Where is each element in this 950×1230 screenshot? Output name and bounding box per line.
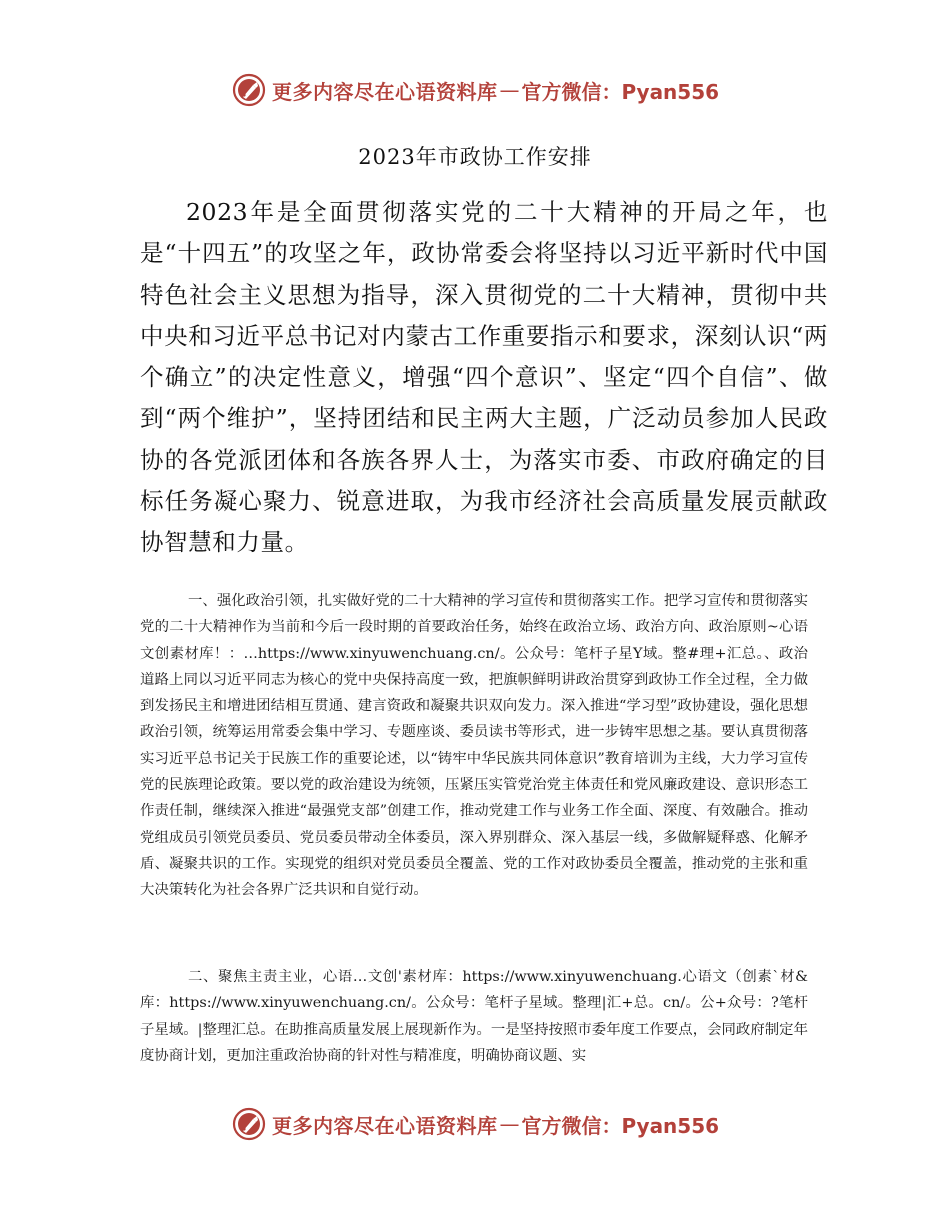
banner-text: 更多内容尽在心语资料库: [272, 1113, 498, 1138]
header-banner: [232, 70, 719, 110]
banner-separator: —: [499, 1112, 520, 1136]
pen-nib-logo-icon: [232, 1107, 266, 1141]
document-title: 2023年市政协工作安排: [358, 145, 592, 169]
banner-contact: 官方微信：Pyan556: [521, 1113, 720, 1138]
footer-banner: [232, 1104, 719, 1144]
banner-contact: 官方微信：Pyan556: [521, 79, 720, 104]
banner-separator: —: [499, 78, 520, 102]
pen-nib-logo-icon: [232, 73, 266, 107]
body-paragraph-1: 一、强化政治引领，扎实做好党的二十大精神的学习宣传和贯彻落实工作。把学习宣传和贯彻落实党的二十大精神作为当前和今后一段时期的首要政治任务，始终在政治立场、政治方向、政治原则~心语文创素材库！：…https://www.xinyuwenchuang.cn/。公众号：笔杆子星Y域。整#理+汇总。、政治道路上同以习近平同志为核心的党中央保持高度一致，把旗帜鲜明讲政治贯穿到政协工作全过程，全力做到发扬民主和增进团结相互贯通、建言资政和凝聚共识双向发力。深入推进“学习型”政协建设，强化思想政治引领，统筹运用常委会集中学习、专题座谈、委员读书等形式，进一步铸牢思想之基。要认真贯彻落实习近平总书记关于民族工作的重要论述，以“铸牢中华民族共同体意识”教育培训为主线，大力学习宣传党的民族理论政策。要以党的政治建设为统领，压紧压实管党治党主体责任和党风廉政建设、意识形态工作责任制，继续深入推进“最强党支部”创建工作，推动党建工作与业务工作全面、深度、有效融合。推动党组成员引领党员委员、党员委员带动全体委员，深入界别群众、深入基层一线，多做解疑释惑、化解矛盾、凝聚共识的工作。实现党的组织对党员委员全覆盖、党的工作对政协委员全覆盖，推动党的主张和重大决策转化为社会各界广泛共识和自觉行动。: [140, 593, 808, 899]
intro-paragraph: 2023年是全面贯彻落实党的二十大精神的开局之年，也是“十四五”的攻坚之年，政协常委会将坚持以习近平新时代中国特色社会主义思想为指导，深入贯彻党的二十大精神，贯彻中共中央和习近平总书记对内蒙古工作重要指示和要求，深刻认识“两个确立”的决定性意义，增强“四个意识”、坚定“四个自信”、做到“两个维护”，坚持团结和民主两大主题，广泛动员参加人民政协的各党派团体和各族各界人士，为落实市委、市政府确定的目标任务凝心聚力、锐意进取，为我市经济社会高质量发展贡献政协智慧和力量。: [140, 198, 828, 557]
body-paragraph-2: 二、聚焦主责主业，心语…文创'素材库：https://www.xinyuwenchuang.心语文（创素`材&库：https://www.xinyuwenchuang.cn/。公众号：笔杆子星域。整理|汇+总。cn/。公+众号：?笔杆子星域。|整理汇总。在助推高质量发展上展现新作为。一是坚持按照市委年度工作要点，会同政府制定年度协商计划，更加注重政治协商的针对性与精准度，明确协商议题、实: [140, 969, 808, 1064]
banner-text: 更多内容尽在心语资料库: [272, 79, 498, 104]
